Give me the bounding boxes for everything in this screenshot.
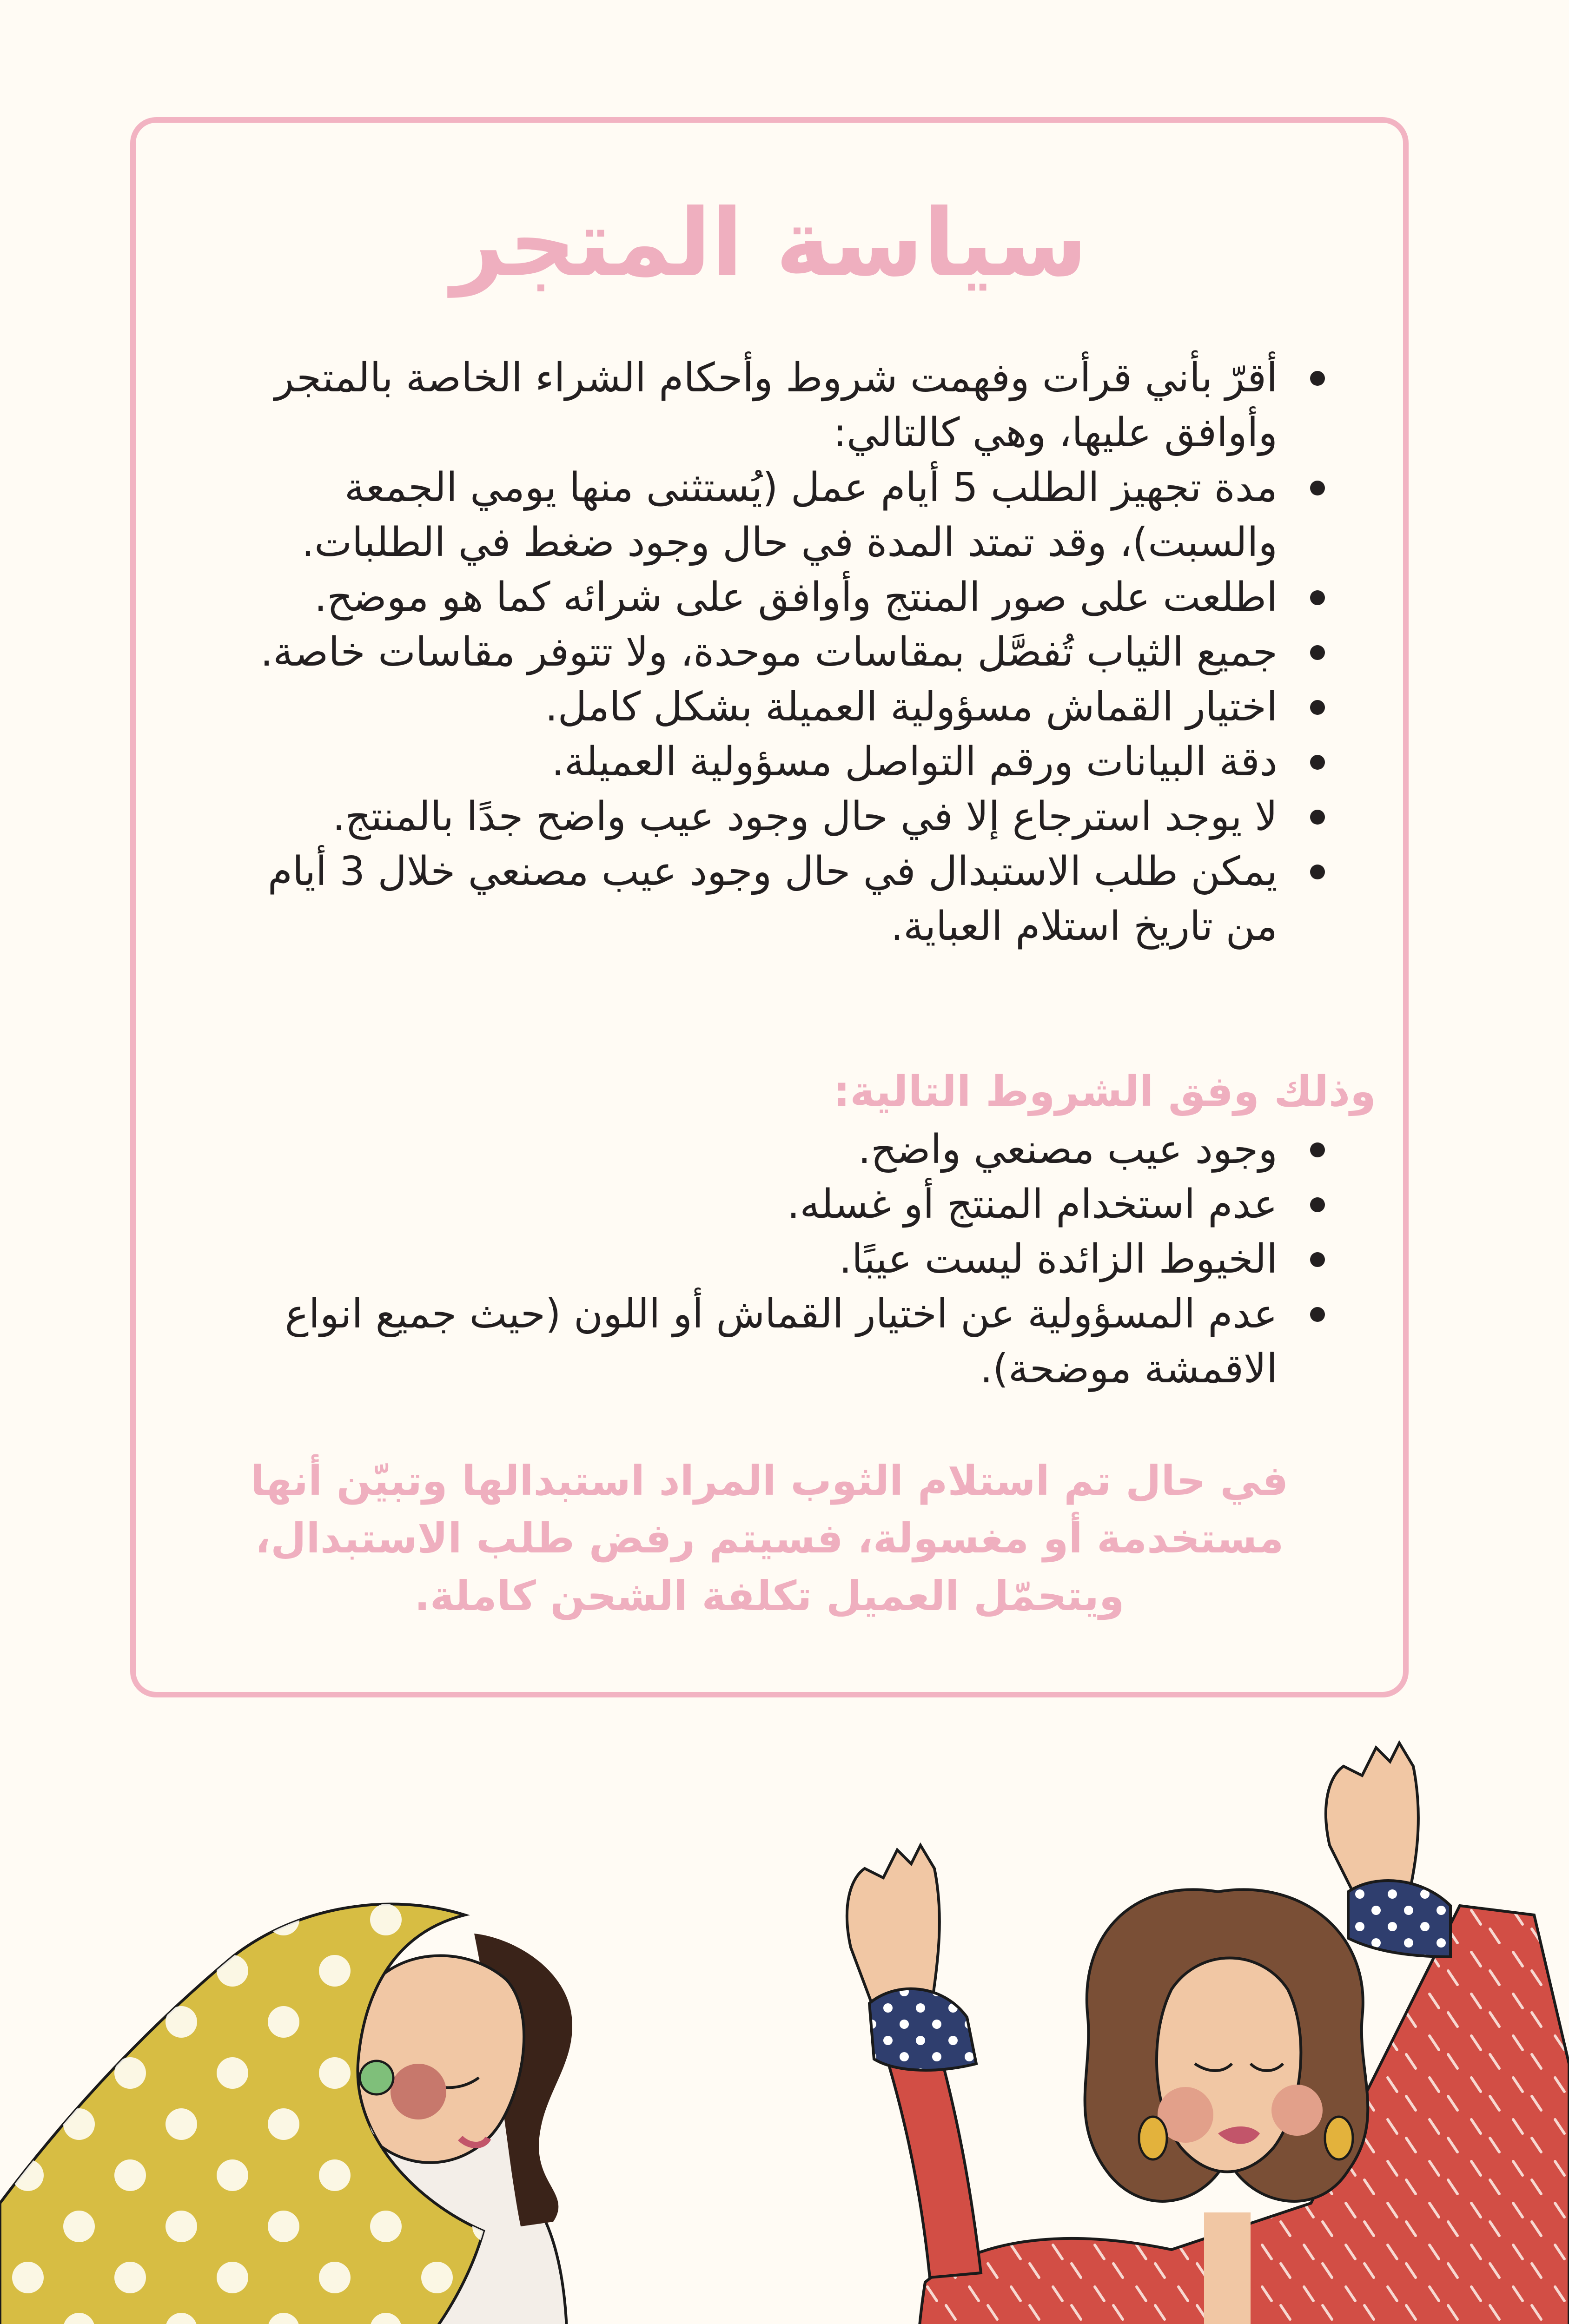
- page-title: سياسة المتجر: [451, 189, 1088, 297]
- exchange-conditions-heading: وذلك وفق الشروط التالية:: [833, 1067, 1376, 1116]
- illustration: [0, 1738, 1569, 2324]
- list-item: دقة البيانات ورقم التواصل مسؤولية العميلة.: [222, 734, 1329, 789]
- list-item: الخيوط الزائدة ليست عيبًا.: [222, 1232, 1329, 1287]
- list-item: اطلعت على صور المنتج وأوافق على شرائه كما هو موضح.: [222, 570, 1329, 625]
- final-note: في حال تم استلام الثوب المراد استبدالها وتبيّن أنها مستخدمة أو مغسولة، فسيتم رفض طلب الاستبدال، ويتحمّل العميل تكلفة الشحن كاملة.: [250, 1457, 1289, 1620]
- list-item: لا يوجد استرجاع إلا في حال وجود عيب واضح جدًا بالمنتج.: [222, 789, 1329, 844]
- list-item: عدم استخدام المنتج أو غسله.: [222, 1177, 1329, 1232]
- list-item: أقرّ بأني قرأت وفهمت شروط وأحكام الشراء الخاصة بالمتجر وأوافق عليها، وهي كالتالي:: [222, 350, 1329, 460]
- list-item: يمكن طلب الاستبدال في حال وجود عيب مصنعي خلال 3 أيام من تاريخ استلام العباية.: [222, 844, 1329, 954]
- list-item: اختيار القماش مسؤولية العميلة بشكل كامل.: [222, 680, 1329, 734]
- exchange-conditions-list: [222, 1122, 1329, 1396]
- list-item: عدم المسؤولية عن اختيار القماش أو اللون (حيث جميع انواع الاقمشة موضحة).: [222, 1287, 1329, 1396]
- list-item: مدة تجهيز الطلب 5 أيام عمل (يُستثنى منها يومي الجمعة والسبت)، وقد تمتد المدة في حال وجود ضغط في الطلبات.: [222, 460, 1329, 570]
- store-rules-list: [222, 350, 1329, 954]
- woman-in-yellow-scarf-illustration: [0, 1904, 590, 2324]
- policy-card: [130, 117, 1409, 1697]
- list-item: جميع الثياب تُفصَّل بمقاسات موحدة، ولا تتوفر مقاسات خاصة.: [222, 625, 1329, 680]
- dancing-woman-illustration: [847, 1743, 1569, 2324]
- list-item: وجود عيب مصنعي واضح.: [222, 1122, 1329, 1177]
